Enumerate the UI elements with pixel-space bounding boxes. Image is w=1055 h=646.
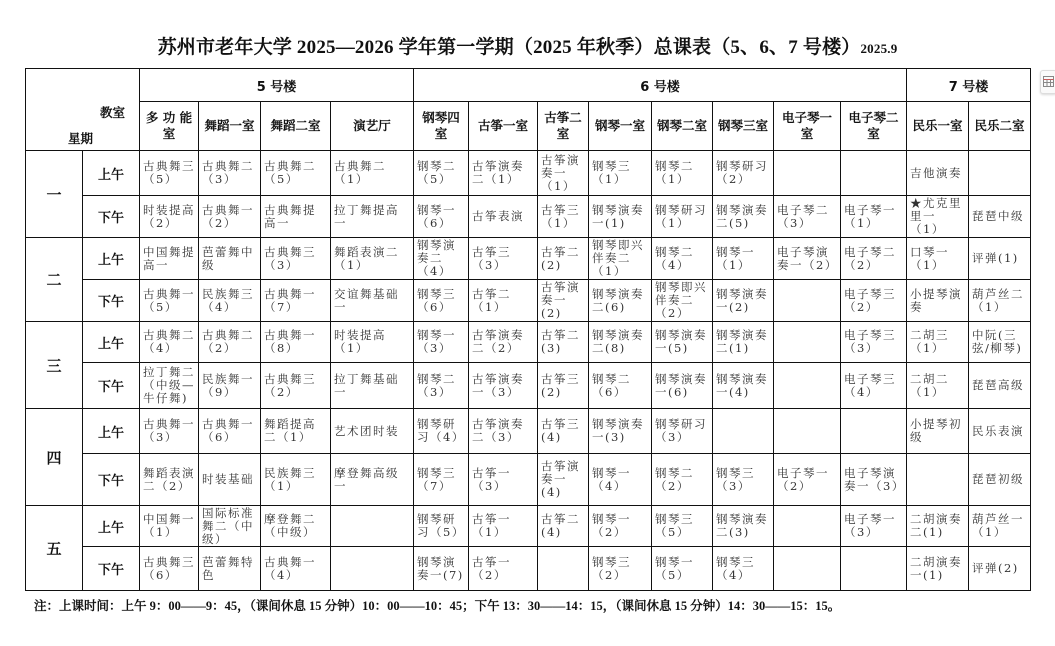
building-header: 5 号楼: [140, 69, 414, 102]
period-label: 下午: [83, 280, 140, 322]
course-cell: 艺术团时装: [331, 409, 414, 454]
course-cell: [774, 151, 841, 196]
course-cell: 民族舞三（4）: [199, 280, 261, 322]
course-cell: 钢琴三（3）: [713, 454, 774, 506]
course-cell: 二胡演奏二(1): [907, 506, 969, 547]
course-cell: 钢琴演奏一(1): [589, 196, 652, 238]
course-cell: 古筝演奏二（2）: [469, 322, 538, 363]
room-header: 演艺厅: [331, 102, 414, 151]
course-cell: 钢琴一（3）: [414, 322, 469, 363]
room-header: 钢琴二室: [652, 102, 713, 151]
course-cell: 古典舞一（3）: [140, 409, 199, 454]
page-title: [0, 32, 1055, 59]
course-cell: 时装基础: [199, 454, 261, 506]
course-cell: 钢琴演奏二(8): [589, 322, 652, 363]
weekday-label: 二: [26, 238, 83, 322]
course-cell: 钢琴一（4）: [589, 454, 652, 506]
course-cell: 钢琴研习（4）: [414, 409, 469, 454]
course-cell: 古典舞二（1）: [331, 151, 414, 196]
course-cell: 古筝三(4): [538, 409, 589, 454]
course-cell: 古筝二(3): [538, 322, 589, 363]
course-cell: 钢琴一（2）: [589, 506, 652, 547]
room-header: 钢琴一室: [589, 102, 652, 151]
course-cell: 民乐表演: [969, 409, 1031, 454]
course-cell: 钢琴演奏二(6): [589, 280, 652, 322]
course-cell: 古典舞二（5）: [261, 151, 331, 196]
course-cell: 吉他演奏: [907, 151, 969, 196]
period-label: 下午: [83, 547, 140, 591]
course-cell: 交谊舞基础一: [331, 280, 414, 322]
course-cell: 电子琴一（3）: [841, 506, 907, 547]
course-cell: 电子琴一（2）: [774, 454, 841, 506]
course-cell: 摩登舞高级一: [331, 454, 414, 506]
course-cell: 古筝三（3）: [469, 238, 538, 280]
course-cell: 钢琴研习（1）: [652, 196, 713, 238]
course-cell: 二胡二（1）: [907, 363, 969, 409]
course-cell: 小提琴演奏: [907, 280, 969, 322]
course-cell: 钢琴研习（5）: [414, 506, 469, 547]
course-cell: 古典舞一（8）: [261, 322, 331, 363]
course-cell: 古筝三(2): [538, 363, 589, 409]
course-cell: 古典舞一（6）: [199, 409, 261, 454]
room-header: 电子琴一室: [774, 102, 841, 151]
room-header: 多 功 能 室: [140, 102, 199, 151]
course-cell: 钢琴二（3）: [414, 363, 469, 409]
course-cell: 电子琴三（3）: [841, 322, 907, 363]
course-cell: 拉丁舞提高一: [331, 196, 414, 238]
course-cell: 钢琴研习（2）: [713, 151, 774, 196]
room-header: 舞蹈二室: [261, 102, 331, 151]
weekday-label: 四: [26, 409, 83, 506]
course-cell: 古筝二(2): [538, 238, 589, 280]
course-cell: 二胡演奏一(1): [907, 547, 969, 591]
course-cell: 古典舞二（2）: [199, 322, 261, 363]
course-cell: 古典舞三（3）: [261, 238, 331, 280]
period-label: 上午: [83, 238, 140, 280]
course-cell: 钢琴演奏一(2): [713, 280, 774, 322]
building-header: 6 号楼: [414, 69, 907, 102]
course-cell: [841, 547, 907, 591]
course-cell: 中国舞一（1）: [140, 506, 199, 547]
course-cell: 钢琴三（7）: [414, 454, 469, 506]
course-cell: 古典舞三（2）: [261, 363, 331, 409]
course-cell: 摩登舞二（中级）: [261, 506, 331, 547]
course-cell: [331, 547, 414, 591]
course-cell: 古筝二(4): [538, 506, 589, 547]
course-cell: 国际标准舞二（中级）: [199, 506, 261, 547]
schedule-row: [26, 506, 1031, 547]
title-main: 苏州市老年大学 2025—2026 学年第一学期（2025 年秋季）总课表（5、6、7 号楼）: [157, 37, 861, 58]
course-cell: 琵琶中级: [969, 196, 1031, 238]
course-cell: [907, 454, 969, 506]
schedule-table: [25, 68, 1031, 591]
course-cell: 民族舞三（1）: [261, 454, 331, 506]
course-cell: 古筝演奏二（3）: [469, 409, 538, 454]
course-cell: 中国舞提高一: [140, 238, 199, 280]
weekday-label: 一: [26, 151, 83, 238]
course-cell: 葫芦丝一（1）: [969, 506, 1031, 547]
course-cell: [713, 409, 774, 454]
course-cell: 钢琴即兴伴奏二（2）: [652, 280, 713, 322]
course-cell: 钢琴演奏二(3): [713, 506, 774, 547]
course-cell: 钢琴演奏一(7): [414, 547, 469, 591]
course-cell: 钢琴二（5）: [414, 151, 469, 196]
course-cell: 拉丁舞基础一: [331, 363, 414, 409]
schedule-row: [26, 280, 1031, 322]
course-cell: 古典舞一（5）: [140, 280, 199, 322]
course-cell: 古典舞一（2）: [199, 196, 261, 238]
schedule-row: [26, 151, 1031, 196]
course-cell: 芭蕾舞中级: [199, 238, 261, 280]
course-cell: 钢琴三（1）: [589, 151, 652, 196]
schedule-row: [26, 547, 1031, 591]
course-cell: [774, 506, 841, 547]
course-cell: 古筝演奏一(2): [538, 280, 589, 322]
course-cell: 古典舞二（3）: [199, 151, 261, 196]
course-cell: 琵琶初级: [969, 454, 1031, 506]
schedule-row: [26, 196, 1031, 238]
course-cell: 古典舞三（6）: [140, 547, 199, 591]
course-cell: 舞蹈表演二（2）: [140, 454, 199, 506]
course-cell: 钢琴三（4）: [713, 547, 774, 591]
course-cell: 小提琴初级: [907, 409, 969, 454]
course-cell: 钢琴三（6）: [414, 280, 469, 322]
course-cell: 钢琴三（5）: [652, 506, 713, 547]
course-cell: [774, 547, 841, 591]
schedule-row: [26, 363, 1031, 409]
period-label: 下午: [83, 363, 140, 409]
course-cell: 古典舞一（4）: [261, 547, 331, 591]
corner-day-label: 星期: [68, 131, 94, 146]
course-cell: 古筝演奏一(4): [538, 454, 589, 506]
course-cell: [774, 322, 841, 363]
course-cell: 钢琴研习（3）: [652, 409, 713, 454]
corner-header: [26, 69, 140, 151]
course-cell: 古典舞一（7）: [261, 280, 331, 322]
course-cell: 电子琴三（4）: [841, 363, 907, 409]
course-cell: 古筝三（1）: [538, 196, 589, 238]
course-cell: 古典舞提高一: [261, 196, 331, 238]
course-cell: 钢琴演奏一(5): [652, 322, 713, 363]
course-cell: [969, 151, 1031, 196]
room-header: 电子琴二室: [841, 102, 907, 151]
table-icon[interactable]: [1040, 70, 1055, 94]
course-cell: [841, 151, 907, 196]
course-cell: 古筝演奏二（1）: [469, 151, 538, 196]
period-label: 上午: [83, 322, 140, 363]
course-cell: 民族舞一（9）: [199, 363, 261, 409]
course-cell: 舞蹈表演二（1）: [331, 238, 414, 280]
course-cell: 钢琴演奏二(1): [713, 322, 774, 363]
course-cell: 钢琴二（6）: [589, 363, 652, 409]
course-cell: 古筝一（1）: [469, 506, 538, 547]
course-cell: 钢琴二（2）: [652, 454, 713, 506]
room-header: 钢琴三室: [713, 102, 774, 151]
course-cell: 电子琴演奏一（3）: [841, 454, 907, 506]
course-cell: 钢琴即兴伴奏二（1）: [589, 238, 652, 280]
course-cell: 钢琴三（2）: [589, 547, 652, 591]
weekday-label: 三: [26, 322, 83, 409]
course-cell: 钢琴演奏二(5): [713, 196, 774, 238]
course-cell: 电子琴二（3）: [774, 196, 841, 238]
title-date: 2025.9: [860, 41, 898, 56]
course-cell: 古筝一（2）: [469, 547, 538, 591]
building-header: 7 号楼: [907, 69, 1031, 102]
course-cell: 钢琴演奏一(6): [652, 363, 713, 409]
course-cell: [331, 506, 414, 547]
course-cell: [841, 409, 907, 454]
course-cell: 电子琴演奏一（2）: [774, 238, 841, 280]
course-cell: 古筝一（3）: [469, 454, 538, 506]
course-cell: 电子琴三（2）: [841, 280, 907, 322]
class-time-note: 注：上课时间：上午 9：00——9：45，（课间休息 15 分钟）10：00——10：45；下午 13：30——14：15，（课间休息 15 分钟）14：30——15：15。: [34, 599, 841, 613]
course-cell: 古筝表演: [469, 196, 538, 238]
course-cell: 古筝二（1）: [469, 280, 538, 322]
course-cell: 葫芦丝二（1）: [969, 280, 1031, 322]
course-cell: 电子琴一（1）: [841, 196, 907, 238]
room-header: 民乐一室: [907, 102, 969, 151]
course-cell: 古筝演奏一（1）: [538, 151, 589, 196]
course-cell: 钢琴演奏二（4）: [414, 238, 469, 280]
corner-room-label: 教室: [99, 105, 125, 120]
course-cell: 口琴一（1）: [907, 238, 969, 280]
period-label: 下午: [83, 454, 140, 506]
course-cell: 古典舞二（4）: [140, 322, 199, 363]
course-cell: 钢琴二（4）: [652, 238, 713, 280]
course-cell: [538, 547, 589, 591]
room-header: 古筝二室: [538, 102, 589, 151]
course-cell: 时装提高（1）: [331, 322, 414, 363]
room-header-row: [26, 102, 1031, 151]
schedule-row: [26, 322, 1031, 363]
course-cell: 拉丁舞二（中级—牛仔舞): [140, 363, 199, 409]
period-label: 上午: [83, 409, 140, 454]
schedule-row: [26, 454, 1031, 506]
course-cell: [774, 280, 841, 322]
course-cell: 钢琴演奏一(4): [713, 363, 774, 409]
course-cell: 钢琴一（5）: [652, 547, 713, 591]
course-cell: [774, 409, 841, 454]
period-label: 上午: [83, 151, 140, 196]
course-cell: 评弹(1): [969, 238, 1031, 280]
course-cell: 古筝演奏一（3）: [469, 363, 538, 409]
course-cell: 钢琴一（1）: [713, 238, 774, 280]
schedule-row: [26, 409, 1031, 454]
course-cell: 评弹(2): [969, 547, 1031, 591]
room-header: 古筝一室: [469, 102, 538, 151]
course-cell: ★尤克里里一（1）: [907, 196, 969, 238]
building-header-row: [26, 69, 1031, 102]
room-header: 舞蹈一室: [199, 102, 261, 151]
room-header: 钢琴四室: [414, 102, 469, 151]
course-cell: 中阮(三弦/柳琴): [969, 322, 1031, 363]
period-label: 下午: [83, 196, 140, 238]
course-cell: 钢琴二（1）: [652, 151, 713, 196]
course-cell: 古典舞三（5）: [140, 151, 199, 196]
course-cell: 电子琴二（2）: [841, 238, 907, 280]
course-cell: 舞蹈提高二（1）: [261, 409, 331, 454]
course-cell: 钢琴演奏一(3): [589, 409, 652, 454]
period-label: 上午: [83, 506, 140, 547]
weekday-label: 五: [26, 506, 83, 591]
room-header: 民乐二室: [969, 102, 1031, 151]
course-cell: 钢琴一（6）: [414, 196, 469, 238]
schedule-row: [26, 238, 1031, 280]
course-cell: 时装提高（2）: [140, 196, 199, 238]
course-cell: 琵琶高级: [969, 363, 1031, 409]
course-cell: [774, 363, 841, 409]
course-cell: 二胡三（1）: [907, 322, 969, 363]
course-cell: 芭蕾舞特色: [199, 547, 261, 591]
